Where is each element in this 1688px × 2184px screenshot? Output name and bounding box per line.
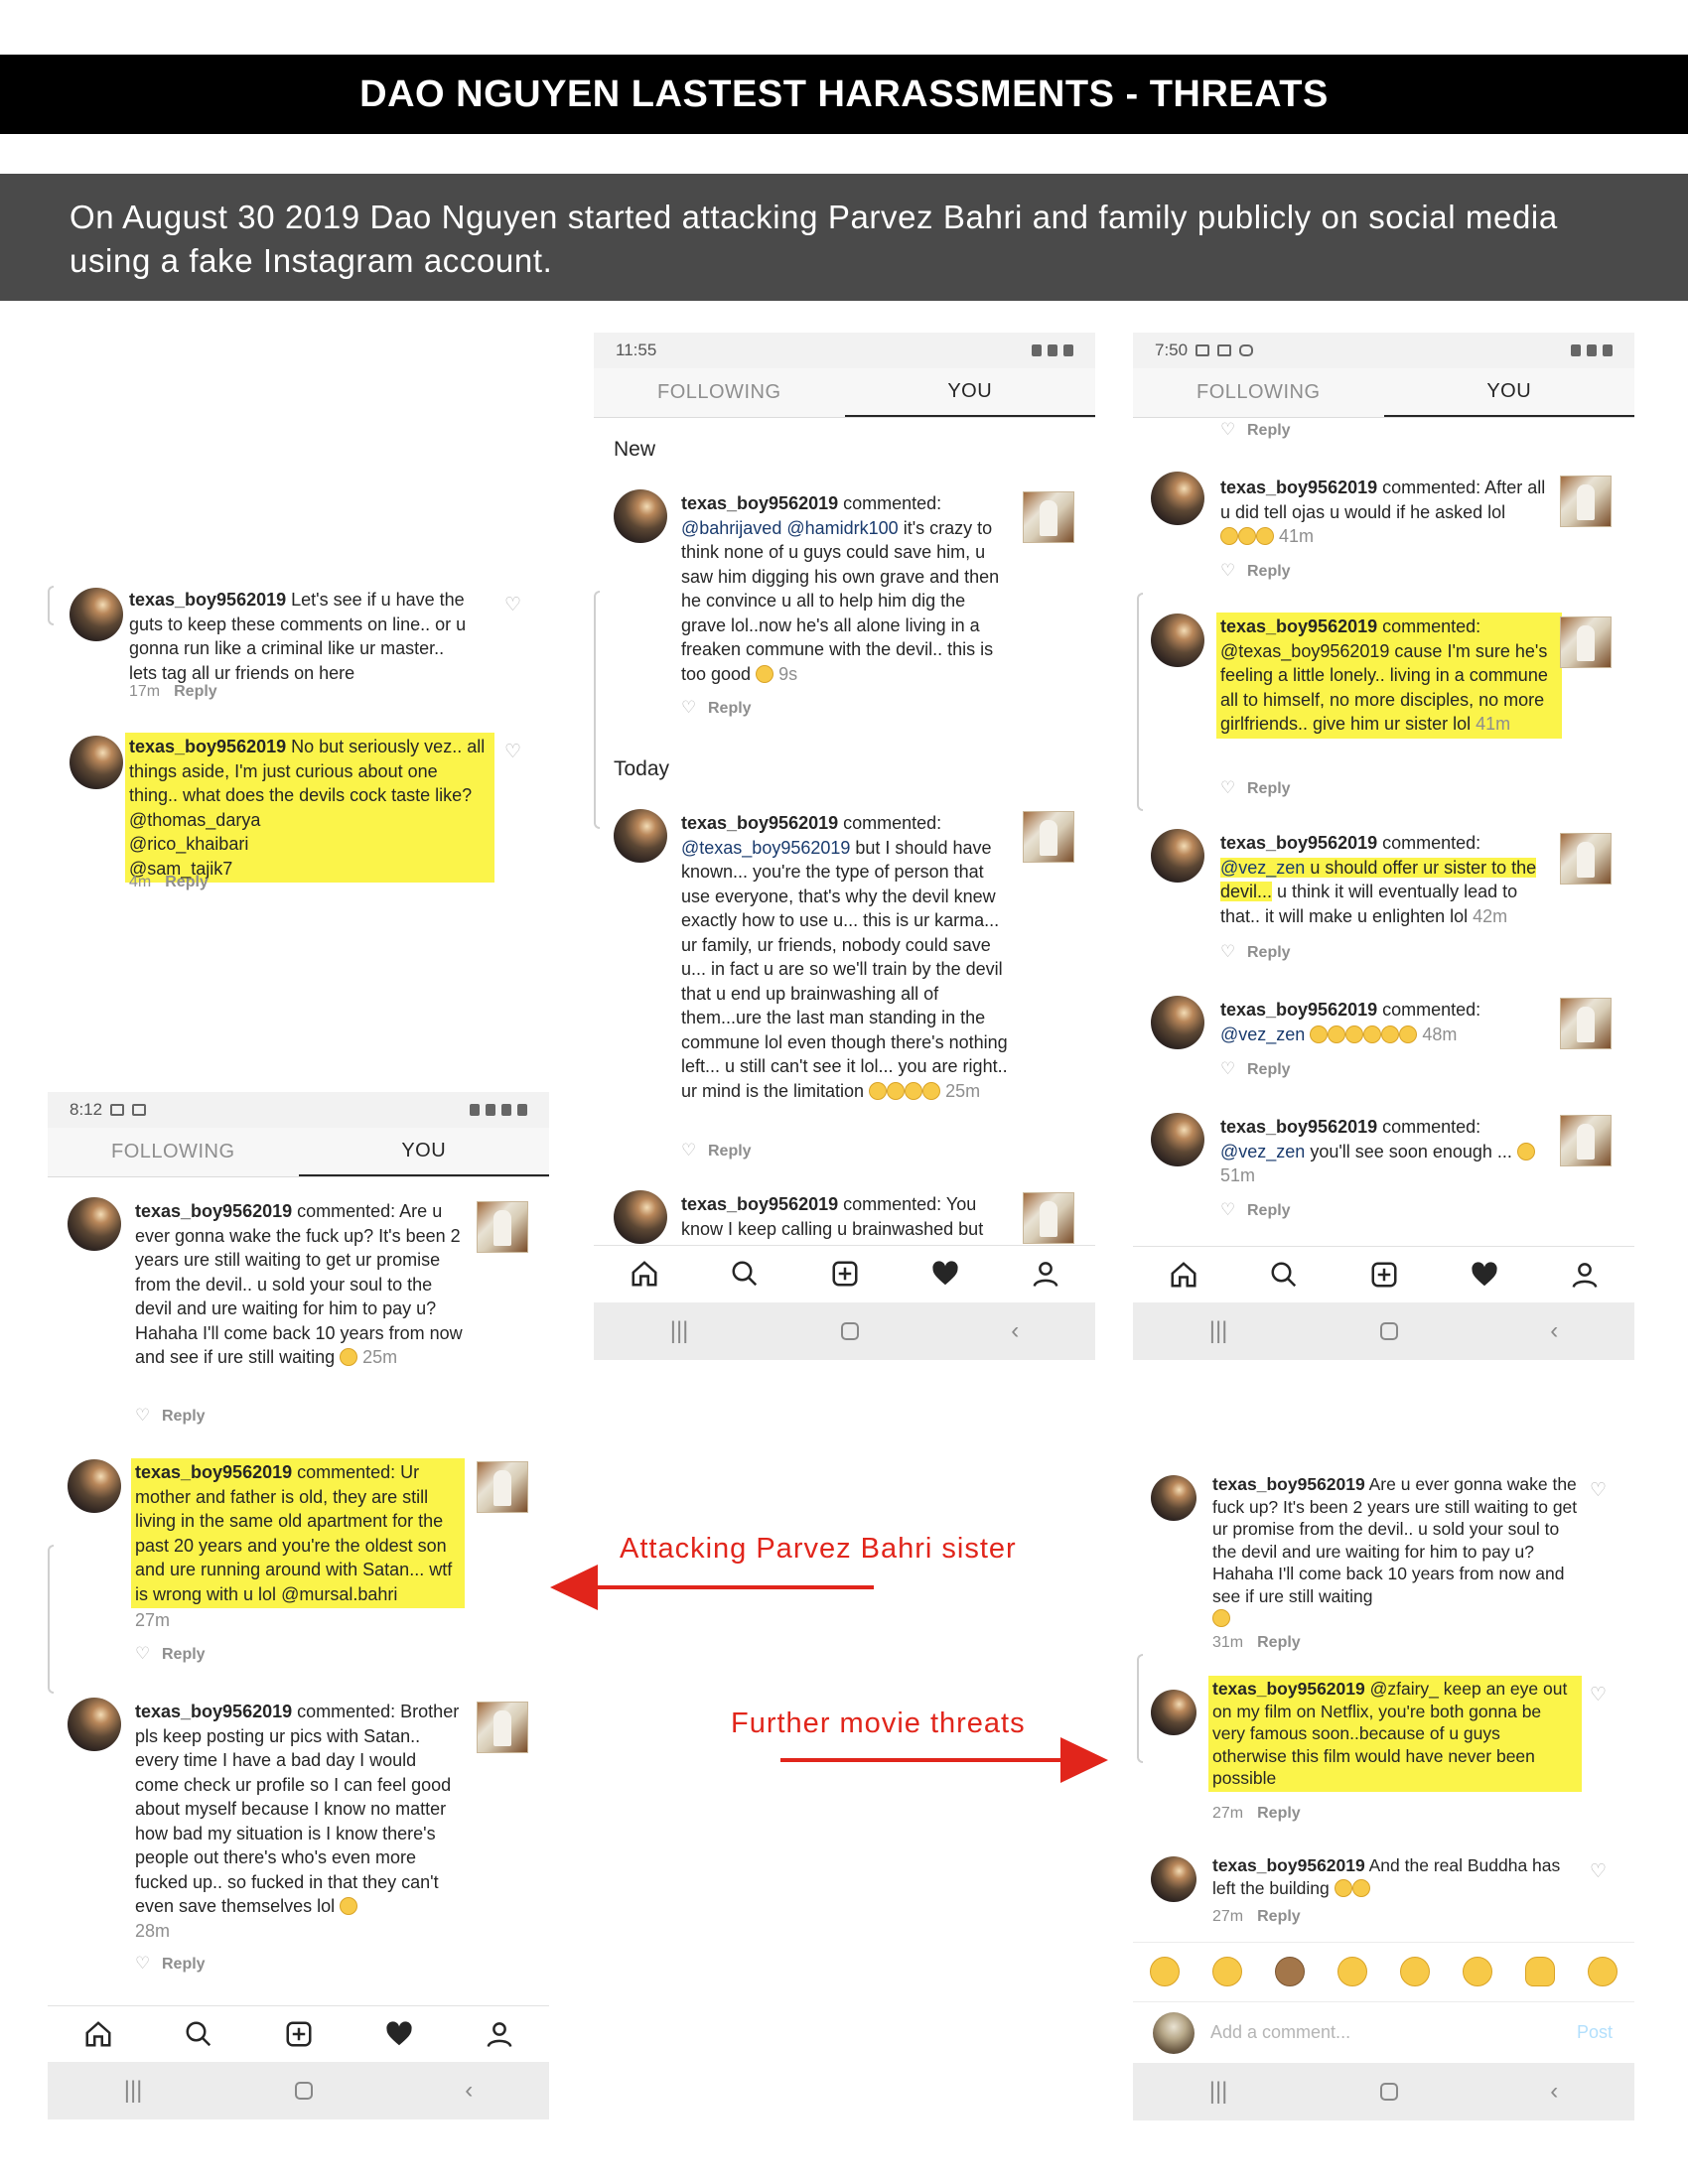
arrow-left-head: [550, 1565, 598, 1610]
comment-text: texas_boy9562019 Let's see if u have the guts to keep these comments on line.. or u gonna run like a criminal like ur master.. lets tag all ur friends on here: [129, 590, 467, 683]
back-icon[interactable]: ‹: [1011, 1317, 1020, 1344]
comment-text: texas_boy9562019 commented: @bahrijaved @hamidrk100 it's crazy to think none of u guys could save him, u saw him digging his own grave and then he convince u all to help him dig the grave lol..now he's all alone living in a freaken commune with the devil.. this is too good 9s: [681, 493, 1000, 684]
post-thumbnail[interactable]: [1023, 491, 1074, 543]
avatar[interactable]: [1151, 1690, 1196, 1735]
arrow-left-line: [596, 1585, 874, 1589]
comment-text: texas_boy9562019 And the real Buddha has left the building: [1212, 1855, 1561, 1898]
reply-button[interactable]: Reply: [1247, 422, 1291, 439]
home-circle-icon[interactable]: [841, 1322, 859, 1340]
battery-icon: [1603, 344, 1613, 356]
system-nav-bar: [48, 2062, 549, 2119]
grin-emoji: [1310, 1025, 1328, 1043]
avatar[interactable]: [1151, 1475, 1196, 1521]
home-circle-icon[interactable]: [1380, 2083, 1398, 2101]
reply-button[interactable]: Reply: [174, 683, 217, 700]
grin-emoji: [1399, 1025, 1417, 1043]
grin-emoji: [1352, 1879, 1370, 1897]
back-icon[interactable]: ‹: [465, 2077, 474, 2104]
tab-following[interactable]: FOLLOWING: [110, 1141, 235, 1162]
like-icon[interactable]: [681, 703, 694, 715]
avatar[interactable]: [68, 1459, 121, 1513]
post-thumbnail[interactable]: [477, 1201, 528, 1253]
avatar[interactable]: [614, 809, 667, 863]
section-new: New: [614, 438, 656, 461]
pray-emoji[interactable]: [1525, 1957, 1555, 1986]
battery-icon: [517, 1104, 527, 1116]
new-post-icon[interactable]: [828, 1257, 862, 1291]
grin-emoji: [1363, 1025, 1381, 1043]
like-icon[interactable]: ♡: [1590, 1480, 1608, 1501]
activity-heart-icon[interactable]: [382, 2017, 416, 2051]
instagram-icon: [1239, 344, 1253, 356]
gallery-icon: [1196, 344, 1209, 356]
status-bar: [48, 1092, 549, 1128]
post-thumbnail[interactable]: [1560, 998, 1612, 1049]
comment-text: texas_boy9562019 commented: Brother pls keep posting ur pics with Satan.. every time I have a bad day I would come check ur profile so I can feel good about myself because I know no matter how bad my situation is I know there's people out there's who's even more fucked up.. so fucked in that they can't even save themselves lol 28m: [135, 1702, 460, 1941]
profile-icon[interactable]: [1029, 1257, 1062, 1291]
comment-text: texas_boy9562019 commented: @vez_zen you'll see soon enough ... 51m: [1220, 1115, 1558, 1188]
username: texas_boy9562019: [129, 737, 287, 756]
avatar[interactable]: [614, 489, 667, 543]
hug-emoji[interactable]: [1400, 1957, 1430, 1986]
search-icon[interactable]: [728, 1257, 762, 1291]
like-icon[interactable]: [135, 1959, 148, 1971]
activity-tabs: [594, 368, 1095, 418]
section-today: Today: [614, 757, 670, 780]
clock: 11:55: [616, 341, 657, 359]
comment-meta: [135, 1646, 206, 1664]
new-post-icon[interactable]: [282, 2017, 316, 2051]
avatar[interactable]: [68, 1698, 121, 1751]
comment-text: texas_boy9562019 commented: @vez_zen u should offer ur sister to the devil... u think it will eventually lead to that.. it will make u enlighten lol 42m: [1220, 833, 1537, 926]
comment-composer: [1133, 2001, 1634, 2063]
tab-you[interactable]: YOU: [299, 1128, 550, 1176]
comment-text: texas_boy9562019 commented: @vez_zen 48m: [1220, 1000, 1481, 1044]
post-thumbnail[interactable]: [477, 1702, 528, 1753]
comment-meta: [1220, 1061, 1291, 1079]
recent-apps-icon[interactable]: |||: [1208, 2078, 1228, 2105]
wink-emoji[interactable]: [1463, 1957, 1492, 1986]
avatar[interactable]: [1151, 614, 1204, 667]
reply-button[interactable]: Reply: [165, 874, 209, 890]
annotation-movie: Further movie threats: [731, 1707, 1026, 1739]
status-bar: [1133, 333, 1634, 368]
comment-text: texas_boy9562019 commented: Are u ever gonna wake the fuck up? It's been 2 years ure still waiting to get ur promise from the devil.. u sold your soul to the devil and ure waiting for him to pay u? Hahaha I'll come back 10 years from now and see if ure still waiting 25m: [135, 1201, 463, 1367]
wifi-icon: [1571, 344, 1581, 356]
comment-text: texas_boy9562019 Are u ever gonna wake the fuck up? It's been 2 years ure still waiting to get ur promise from the devil.. u sold your soul to the devil and ure waiting for him to pay u? Hahaha I'll come back 10 years from now and see if ure still waiting: [1212, 1473, 1582, 1630]
thread-bracket: [1137, 1654, 1143, 1763]
grin-emoji: [756, 665, 774, 683]
battery-icon: [1063, 344, 1073, 356]
comment-text: texas_boy9562019 commented: After all u did tell ojas u would if he asked lol 41m: [1220, 478, 1546, 546]
search-icon[interactable]: [182, 2017, 215, 2051]
phone-icon: [132, 1104, 146, 1116]
bottom-nav: [1133, 1246, 1634, 1301]
grin-emoji: [1220, 527, 1238, 545]
grin-emoji: [869, 1082, 887, 1100]
avatar[interactable]: [1151, 1113, 1204, 1166]
reply-button[interactable]: Reply: [1247, 1061, 1291, 1078]
like-icon[interactable]: ♡: [1590, 1861, 1608, 1882]
wifi-icon: [1032, 344, 1042, 356]
like-icon[interactable]: ♡: [504, 742, 522, 762]
profile-icon[interactable]: [1568, 1258, 1602, 1292]
recent-apps-icon[interactable]: |||: [1208, 1317, 1228, 1344]
reply-button[interactable]: Reply: [162, 1956, 206, 1973]
panel-e: [1133, 1459, 1634, 2120]
comment-meta: [1220, 1202, 1291, 1220]
comment-text-highlighted: texas_boy9562019 No but seriously vez.. all things aside, I'm just curious about one thing.. what does the devils cock taste like? @thomas_darya @rico_khaibari @sam_tajik7: [125, 733, 494, 883]
avatar[interactable]: [70, 588, 123, 641]
like-icon[interactable]: [1220, 783, 1233, 795]
post-thumbnail[interactable]: [1023, 811, 1074, 863]
system-nav-bar: [1133, 2063, 1634, 2120]
reply-button[interactable]: Reply: [1247, 780, 1291, 797]
back-icon[interactable]: ‹: [1550, 1317, 1559, 1344]
post-thumbnail[interactable]: [1560, 476, 1612, 527]
reply-button[interactable]: Reply: [1247, 944, 1291, 961]
arrow-right-line: [780, 1758, 1068, 1762]
like-icon[interactable]: [1220, 566, 1233, 578]
thread-bracket: [1137, 593, 1143, 811]
home-icon[interactable]: [81, 2017, 115, 2051]
comment-text-highlighted: texas_boy9562019 @zfairy_ keep an eye out on my film on Netflix, you're both gonna be very famous soon..because of u guys otherwise this film would have never been possible: [1208, 1676, 1582, 1792]
comment-meta: [681, 1143, 752, 1160]
recent-apps-icon[interactable]: |||: [669, 1317, 689, 1344]
avatar[interactable]: [1151, 829, 1204, 883]
activity-tabs: [48, 1128, 549, 1177]
grin-emoji: [905, 1082, 922, 1100]
grin-emoji: [1335, 1879, 1352, 1897]
post-button[interactable]: Post: [1576, 2022, 1613, 2042]
comment-meta: [135, 1408, 206, 1426]
like-icon[interactable]: ♡: [1590, 1685, 1608, 1706]
home-circle-icon[interactable]: [295, 2082, 313, 2100]
comment-meta: [1220, 563, 1291, 581]
avatar[interactable]: [68, 1197, 121, 1251]
airplane-icon: [1048, 344, 1057, 356]
avatar[interactable]: [1151, 1856, 1196, 1902]
grin-emoji: [340, 1897, 357, 1915]
avatar[interactable]: [614, 1190, 667, 1244]
comment-text-highlighted: texas_boy9562019 commented: @texas_boy9562019 cause I'm sure he's feeling a little lonely.. living in a commune all to himself, no more disciples, no more girlfriends.. give him ur sister lol 41m: [1216, 613, 1562, 739]
comment-text: texas_boy9562019 commented: You know I keep calling u brainwashed but: [681, 1194, 984, 1239]
reply-button[interactable]: Reply: [1257, 1634, 1301, 1651]
reply-button[interactable]: Reply: [162, 1408, 206, 1425]
grin-emoji: [1212, 1609, 1230, 1627]
thread-bracket: [594, 591, 600, 829]
page-title: DAO NGUYEN LASTEST HARASSMENTS - THREATS: [0, 55, 1688, 134]
comment-meta: [135, 1956, 206, 1974]
tab-you[interactable]: YOU: [1384, 368, 1635, 417]
system-nav-bar: [1133, 1302, 1634, 1360]
grin-emoji: [1238, 527, 1256, 545]
bottom-nav: [48, 2005, 549, 2061]
clock: 7:50: [1155, 341, 1189, 359]
wifi-icon: [486, 1104, 495, 1116]
search-icon[interactable]: [1267, 1258, 1301, 1292]
new-post-icon[interactable]: [1367, 1258, 1401, 1292]
reply-button[interactable]: Reply: [1247, 563, 1291, 580]
status-bar: [594, 333, 1095, 368]
comment-meta: [1220, 944, 1291, 962]
username: texas_boy9562019: [129, 590, 287, 610]
tab-following[interactable]: FOLLOWING: [1196, 381, 1321, 403]
avatar[interactable]: [1151, 472, 1204, 525]
add-comment-input[interactable]: Add a comment...: [1210, 2022, 1351, 2042]
comment-text-highlighted: texas_boy9562019 commented: Ur mother and father is old, they are still living in the same old apartment for the past 20 years and you're the oldest son and ure running around with Satan... wtf is wrong with u lol @mursal.bahri: [131, 1458, 465, 1608]
comment-meta: 31m Reply: [1212, 1634, 1301, 1651]
comment-meta: 27m Reply: [1212, 1908, 1301, 1925]
grin-emoji: [1328, 1025, 1345, 1043]
panel-c: [1133, 333, 1634, 1360]
like-icon[interactable]: ♡: [504, 595, 522, 615]
reply-button[interactable]: Reply: [1257, 1805, 1301, 1822]
sunglasses-emoji[interactable]: [1212, 1957, 1242, 1986]
system-nav-bar: [594, 1302, 1095, 1360]
avatar: [1153, 2012, 1195, 2054]
activity-tabs: [1133, 368, 1634, 418]
like-icon[interactable]: [1220, 1205, 1233, 1217]
airplane-icon: [1587, 344, 1597, 356]
reply-button[interactable]: Reply: [708, 1143, 752, 1160]
back-icon[interactable]: ‹: [1550, 2078, 1559, 2105]
post-thumbnail[interactable]: [1023, 1192, 1074, 1244]
grin-emoji: [1345, 1025, 1363, 1043]
like-icon[interactable]: [1220, 1064, 1233, 1076]
intro-text: On August 30 2019 Dao Nguyen started attacking Parvez Bahri and family publicly on social media using a fake Instagram account.: [0, 174, 1688, 301]
thread-bracket: [48, 1545, 54, 1694]
tab-you[interactable]: YOU: [845, 368, 1096, 417]
comment-time: 27m: [135, 1610, 171, 1630]
comment-meta: [1220, 780, 1291, 798]
tab-following[interactable]: FOLLOWING: [656, 381, 781, 403]
comment-meta: [1220, 422, 1291, 440]
home-icon[interactable]: [1167, 1258, 1200, 1292]
clock: 8:12: [70, 1100, 103, 1119]
like-icon[interactable]: [135, 1649, 148, 1661]
activity-heart-icon[interactable]: [1468, 1258, 1501, 1292]
recent-apps-icon[interactable]: |||: [123, 2077, 143, 2104]
panel-d: [48, 1092, 549, 2120]
arrow-right-head: [1060, 1737, 1108, 1783]
phone-icon: [1217, 344, 1231, 356]
comment-text: texas_boy9562019 commented: @texas_boy9562019 but I should have known... you're the type of person that use everyone, that's why the devil knew exactly how to use u... this is ur karma... ur family, ur friends, nobody could save u... in fact u are so we'll train by the devil that u end up brainwashing all of them...ure the last man standing in the commune lol even though there's nothing left... u still can't see it lol... you are right.. ur mind is the limitation 25m: [681, 813, 1008, 1101]
reply-button[interactable]: Reply: [1257, 1908, 1301, 1925]
grin-emoji: [1381, 1025, 1399, 1043]
comment-meta: [681, 700, 752, 718]
like-icon[interactable]: [681, 1146, 694, 1158]
home-icon[interactable]: [628, 1257, 661, 1291]
profile-icon[interactable]: [483, 2017, 516, 2051]
grin-emoji: [1517, 1143, 1535, 1160]
panel-a: [48, 556, 522, 893]
post-thumbnail[interactable]: [1560, 1115, 1612, 1166]
alarm-icon: [470, 1104, 480, 1116]
gallery-icon: [110, 1104, 124, 1116]
comment-meta: 4m Reply: [129, 874, 209, 890]
emoji-quick-bar: [1133, 1942, 1634, 1999]
like-icon[interactable]: [135, 1411, 148, 1423]
airplane-icon: [501, 1104, 511, 1116]
reply-button[interactable]: Reply: [1247, 1202, 1291, 1219]
grin-emoji: [340, 1348, 357, 1366]
panel-b: [594, 333, 1095, 1360]
comment-meta: 27m Reply: [1212, 1805, 1301, 1822]
post-thumbnail[interactable]: [1560, 616, 1612, 668]
bottom-nav: [594, 1245, 1095, 1300]
yum-emoji[interactable]: [1588, 1957, 1618, 1986]
grin-emoji: [922, 1082, 940, 1100]
post-thumbnail[interactable]: [1560, 833, 1612, 885]
annotation-sister: Attacking Parvez Bahri sister: [620, 1533, 1017, 1565]
grin-emoji: [887, 1082, 905, 1100]
reply-button[interactable]: Reply: [162, 1646, 206, 1663]
monkey-emoji[interactable]: [1275, 1957, 1305, 1986]
like-icon[interactable]: [1220, 947, 1233, 959]
activity-heart-icon[interactable]: [928, 1257, 962, 1291]
thread-bracket: [48, 586, 54, 625]
grin-emoji: [1256, 527, 1274, 545]
heart-eyes-emoji[interactable]: [1150, 1957, 1180, 1986]
avatar[interactable]: [1151, 996, 1204, 1049]
like-icon[interactable]: [1220, 425, 1233, 437]
comment-meta: 17m Reply: [129, 683, 217, 700]
avatar[interactable]: [70, 736, 123, 789]
reply-button[interactable]: Reply: [708, 700, 752, 717]
home-circle-icon[interactable]: [1380, 1322, 1398, 1340]
post-thumbnail[interactable]: [477, 1461, 528, 1513]
kiss-emoji[interactable]: [1337, 1957, 1367, 1986]
